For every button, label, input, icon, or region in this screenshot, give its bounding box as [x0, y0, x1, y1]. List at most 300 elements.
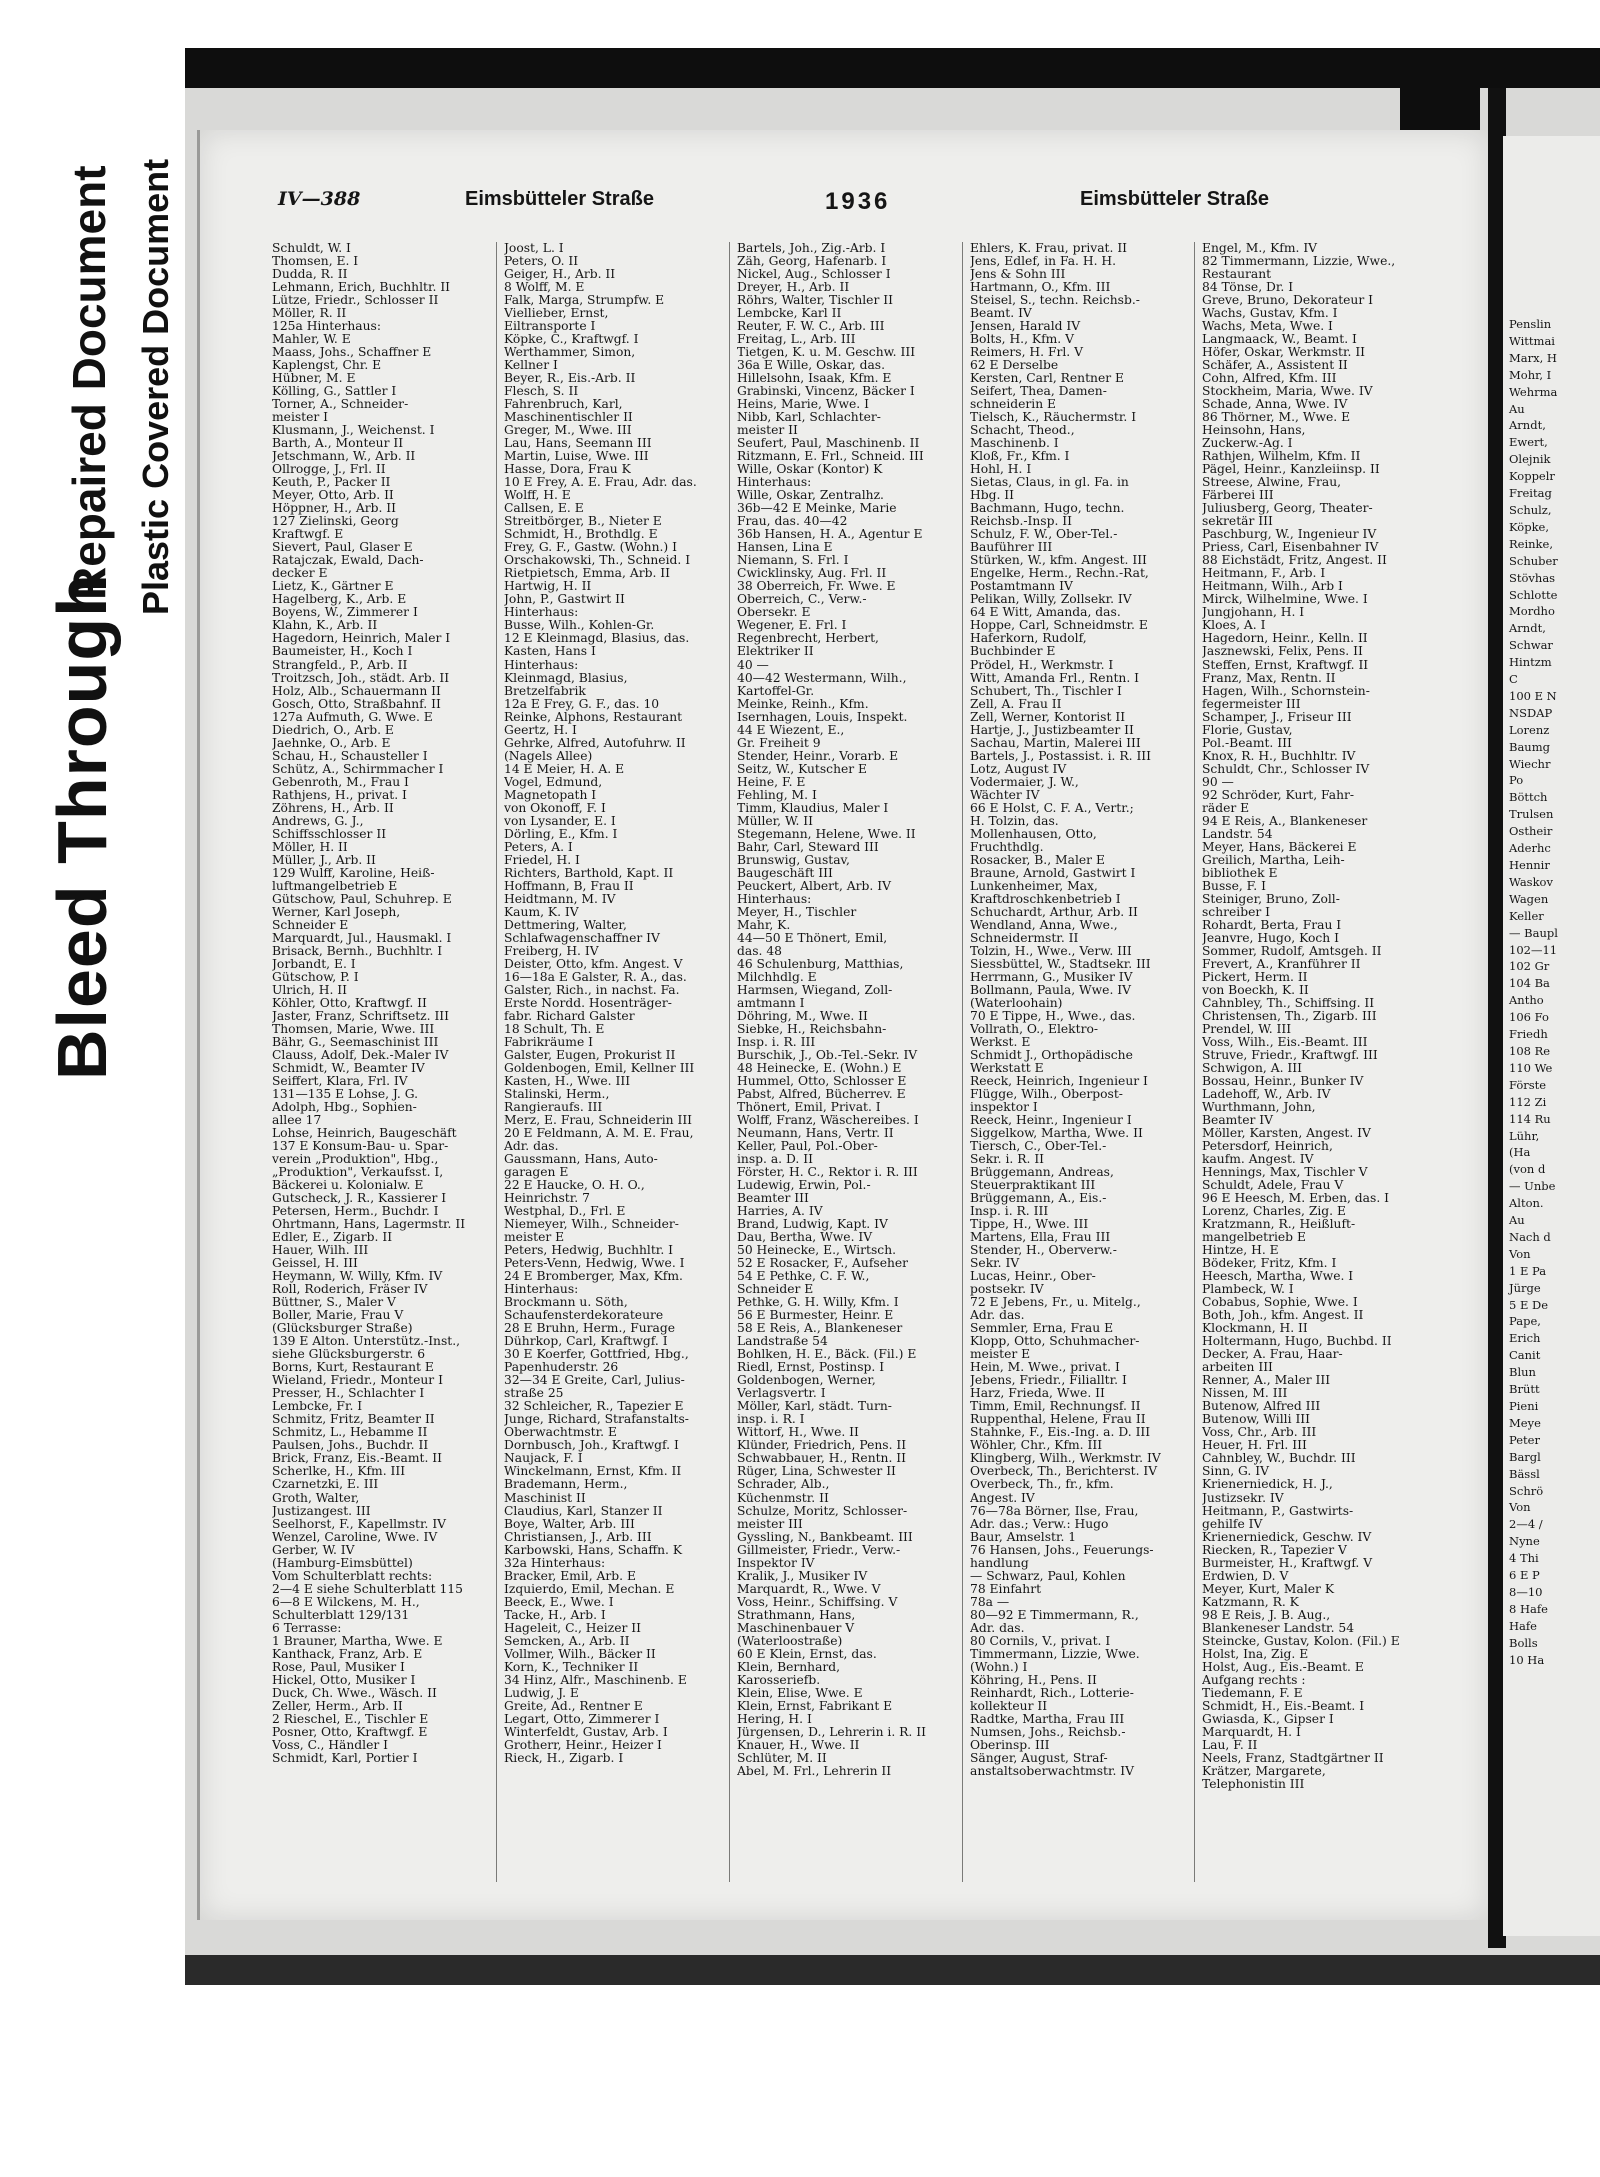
directory-entry: Schuchardt, Arthur, Arb. II	[970, 905, 1138, 919]
directory-entry: Clauss, Adolf, Dek.-Maler IV	[272, 1048, 449, 1062]
directory-entry: Hübner, M. E	[272, 372, 356, 386]
directory-entry: Jetschmann, W., Arb. II	[272, 450, 416, 464]
directory-entry: Wille, Oskar (Kontor) K	[737, 463, 883, 477]
directory-entry: Vollrath, O., Elektro-	[970, 1022, 1099, 1036]
directory-entry: Priess, Carl, Eisenbahner IV	[1202, 541, 1379, 555]
directory-entry: Klahn, K., Arb. II	[272, 619, 378, 633]
directory-entry: Viellieber, Ernst,	[504, 307, 609, 321]
directory-entry: Stegemann, Helene, Wwe. II	[737, 827, 916, 841]
directory-entry: Roll, Roderich, Fräser IV	[272, 1283, 428, 1297]
directory-entry: Schmitz, L., Hebamme II	[272, 1426, 428, 1440]
directory-entry: Tiersch, C., Ober-Tel.-	[970, 1140, 1107, 1154]
directory-entry: 70 E Tippe, H., Wwe., das.	[970, 1009, 1136, 1023]
directory-entry: Torner, A., Schneider-	[272, 398, 409, 412]
directory-entry: Pol.-Beamt. III	[1202, 736, 1292, 750]
edge-fragment: 4 Thi	[1509, 1551, 1539, 1566]
directory-entry: Höppner, H., Arb. II	[272, 502, 397, 516]
edge-fragment: 1 E Pa	[1509, 1263, 1547, 1278]
directory-entry: Sekr. i. R. II	[970, 1153, 1045, 1167]
directory-entry: Telephonistin III	[1202, 1777, 1305, 1791]
edge-fragment: Böttch	[1509, 790, 1548, 805]
directory-entry: Pelikan, Willy, Zollsekr. IV	[970, 593, 1132, 607]
edge-fragment: Erich	[1509, 1331, 1541, 1346]
directory-entry: 76 Hansen, Johs., Feuerungs-	[970, 1543, 1154, 1557]
directory-entry: Kratzmann, R., Heißluft-	[1202, 1218, 1356, 1232]
directory-entry: Hummel, Otto, Schlosser E	[737, 1075, 907, 1088]
directory-entry: Hagedorn, Heinrich, Maler I	[272, 632, 451, 646]
directory-entry: Lotz, August IV	[970, 762, 1067, 776]
directory-entry: Hoffmann, B, Frau II	[504, 879, 634, 893]
directory-entry: Kartoffel-Gr.	[737, 684, 815, 698]
directory-entry: Karbowski, Hans, Schaffn. K	[504, 1543, 683, 1557]
directory-entry: (Waterloostraße)	[737, 1634, 843, 1648]
next-page-edge-text	[1503, 316, 1600, 1669]
directory-entry: Stürken, W., kfm. Angest. III	[970, 554, 1147, 568]
directory-entry: Legart, Otto, Zimmerer I	[504, 1712, 660, 1726]
directory-entry: Goldenbogen, Emil, Kellner III	[504, 1061, 695, 1075]
edge-fragment: 8 Hafe	[1509, 1601, 1548, 1616]
directory-entry: Izquierdo, Emil, Mechan. E	[504, 1582, 675, 1596]
directory-entry: Obersekr. E	[737, 606, 811, 620]
directory-entry: Zäh, Georg, Hafenarb. I	[737, 255, 887, 269]
page-number: IV—388	[278, 188, 361, 210]
directory-entry: Jaster, Franz, Schriftsetz. III	[272, 1009, 450, 1023]
directory-entry: Hartwig, H. II	[504, 580, 592, 594]
edge-fragment: Au	[1509, 401, 1525, 416]
directory-entry: Hohl, H. I	[970, 463, 1032, 477]
directory-entry: Borns, Kurt, Restaurant E	[272, 1361, 434, 1375]
directory-entry: Peters-Venn, Hedwig, Wwe. I	[504, 1257, 685, 1271]
directory-entry: Krienerniedick, H. J.,	[1202, 1478, 1333, 1492]
directory-entry: Klein, Ernst, Fabrikant E	[737, 1699, 893, 1713]
directory-entry: Goldenbogen, Werner,	[737, 1374, 876, 1388]
directory-entry: Müller, W. II	[737, 814, 814, 828]
edge-fragment: Pieni	[1509, 1399, 1539, 1413]
directory-entry: Martin, Luise, Wwe. III	[504, 450, 649, 464]
directory-entry: Hinterhaus:	[504, 606, 579, 620]
edge-fragment: 114 Ru	[1509, 1111, 1551, 1126]
directory-entry: Barth, A., Monteur II	[272, 437, 404, 451]
directory-entry: Holtermann, Hugo, Buchbd. II	[1202, 1335, 1392, 1349]
directory-entry: Klusmann, J., Weichenst. I	[272, 424, 435, 438]
directory-entry: 84 Tönse, Dr. I	[1202, 281, 1294, 295]
directory-entry: Schmidt J., Orthopädische	[970, 1048, 1133, 1062]
directory-entry: 80—92 E Timmermann, R.,	[970, 1608, 1139, 1622]
directory-entry: 78a —	[970, 1595, 1010, 1609]
directory-entry: Insp. i. R. III	[737, 1035, 816, 1049]
directory-entry: Ratajczak, Ewald, Dach-	[272, 554, 424, 568]
directory-entry: räder E	[1202, 801, 1250, 815]
directory-entry: Holst, Aug., Eis.-Beamt. E	[1202, 1660, 1364, 1674]
directory-entry: Jungjohann, H. I	[1202, 606, 1305, 620]
directory-entry: Vom Schulterblatt rechts:	[272, 1569, 433, 1583]
directory-entry: 1 Brauner, Martha, Wwe. E	[272, 1634, 443, 1648]
directory-entry: Schulterblatt 129/131	[272, 1608, 410, 1622]
directory-entry: Wittorf, H., Wwe. II	[737, 1426, 859, 1440]
directory-entry: 6—8 E Wilckens, M. H.,	[272, 1595, 420, 1609]
directory-entry: Freiberg, H. IV	[504, 944, 599, 958]
directory-entry: Bracker, Emil, Arb. E	[504, 1569, 636, 1583]
directory-entry: Küchenmstr. II	[737, 1491, 829, 1505]
directory-entry: 137 E Konsum-Bau- u. Spar-	[272, 1140, 449, 1154]
edge-fragment: Keller	[1509, 908, 1544, 923]
page-header	[200, 188, 1488, 216]
directory-entry: Mollenhausen, Otto,	[970, 827, 1097, 841]
edge-fragment: 2—4 /	[1509, 1517, 1543, 1532]
directory-entry: das. 48	[737, 944, 782, 958]
directory-entry: Rosacker, B., Maler E	[970, 853, 1105, 867]
directory-entry: Paulsen, Johs., Buchdr. II	[272, 1439, 429, 1453]
directory-entry: 44—50 E Thönert, Emil,	[737, 931, 888, 945]
directory-entry: Kloes, A. I	[1202, 619, 1266, 633]
directory-entry: Schwabbauer, H., Rentn. II	[737, 1452, 907, 1466]
directory-entry: Ludwig, J. E	[504, 1686, 579, 1700]
column-divider	[496, 242, 497, 1882]
directory-entry: Möller, H. II	[272, 840, 348, 854]
directory-entry: Harmsen, Wiegand, Zoll-	[737, 983, 893, 997]
edge-fragment: 10 Ha	[1509, 1652, 1545, 1667]
directory-entry: Schneider E	[272, 918, 349, 932]
directory-entry: Hennings, Max, Tischler V	[1202, 1166, 1368, 1180]
directory-entry: 32—34 E Greite, Carl, Julius-	[504, 1374, 685, 1388]
edge-fragment: 108 Re	[1509, 1043, 1551, 1058]
directory-entry: Baur, Amselstr. 1	[970, 1530, 1077, 1544]
directory-entry: Brüggemann, A., Eis.-	[970, 1192, 1107, 1206]
edge-fragment: Waskov	[1509, 874, 1553, 889]
directory-entry: Stalinski, Herm.,	[504, 1088, 610, 1102]
directory-entry: 12a E Frey, G. F., das. 10	[504, 697, 660, 711]
edge-fragment: Alton.	[1509, 1196, 1544, 1211]
directory-column-2	[504, 242, 722, 1882]
edge-fragment: Förste	[1509, 1077, 1547, 1092]
directory-entry: Oberreich, C., Verw.-	[737, 593, 867, 607]
directory-entry: Juliusberg, Georg, Theater-	[1202, 502, 1373, 516]
directory-entry: Flesch, S. II	[504, 385, 579, 399]
directory-entry: Claudius, Karl, Stanzer II	[504, 1504, 663, 1518]
directory-entry: Hering, H. I	[737, 1712, 812, 1726]
edge-fragment: Bässl	[1509, 1466, 1540, 1481]
directory-entry: 2—4 E siehe Schulterblatt 115	[272, 1582, 463, 1596]
edge-fragment: Friedh	[1509, 1027, 1548, 1042]
directory-entry: Milchhdlg. E	[737, 970, 817, 984]
directory-entry: Magnetopath I	[504, 788, 597, 802]
edge-fragment: — Unbe	[1509, 1179, 1556, 1194]
directory-entry: Tietgen, K. u. M. Geschw. III	[737, 346, 916, 360]
directory-entry: Klingberg, Wilh., Werkmstr. IV	[970, 1452, 1161, 1466]
directory-entry: Jensen, Harald IV	[970, 320, 1081, 334]
directory-entry: 46 Schulenburg, Matthias,	[737, 957, 904, 971]
directory-entry: Bähr, G., Seemaschinist III	[272, 1035, 439, 1049]
directory-entry: Maschinist II	[504, 1491, 586, 1505]
directory-column-5	[1202, 242, 1420, 1882]
directory-entry: Krienerniedick, Geschw. IV	[1202, 1530, 1372, 1544]
directory-entry: 2 Rieschel, E., Tischler E	[272, 1712, 429, 1726]
edge-fragment: Nyne	[1509, 1534, 1540, 1549]
directory-entry: Wachs, Meta, Wwe. I	[1202, 320, 1333, 334]
directory-entry: Ladehoff, W., Arb. IV	[1202, 1088, 1331, 1102]
directory-entry: Reinhardt, Rich., Lotterie-	[970, 1686, 1134, 1700]
directory-entry: Landstr. 54	[1202, 827, 1273, 841]
directory-entry: Gütschow, Paul, Schuhrep. E	[272, 892, 452, 906]
directory-entry: Timm, Klaudius, Maler I	[737, 801, 889, 815]
directory-entry: Höfer, Oskar, Werkmstr. II	[1202, 346, 1366, 360]
directory-entry: Wolff, H. E	[504, 489, 571, 503]
directory-entry: Wieland, Friedr., Monteur I	[272, 1374, 443, 1388]
directory-entry: Gutscheck, J. R., Kassierer I	[272, 1192, 447, 1206]
directory-entry: 98 E Reis, J. B. Aug.,	[1202, 1608, 1331, 1622]
directory-entry: Reinke, Alphons, Restaurant	[504, 710, 683, 724]
directory-entry: Köpke, C., Kraftwgf. I	[504, 333, 639, 347]
directory-entry: Schau, H., Schausteller I	[272, 749, 428, 763]
year-heading: 1936	[825, 188, 891, 215]
directory-entry: Hagen, Wilh., Schornstein-	[1202, 684, 1370, 698]
directory-entry: Regenbrecht, Herbert,	[737, 632, 879, 646]
edge-fragment: Koppelr	[1509, 469, 1555, 484]
edge-fragment: Schulz,	[1509, 502, 1552, 517]
directory-entry: Semmler, Erna, Frau E	[970, 1322, 1114, 1336]
directory-entry: 40 —	[737, 658, 769, 672]
edge-fragment: Ostheir	[1509, 824, 1553, 839]
edge-fragment: Hafe	[1509, 1618, 1537, 1633]
directory-entry: Schaufensterdekorateure	[504, 1309, 664, 1323]
directory-entry: Lucas, Heinr., Ober-	[970, 1270, 1096, 1284]
directory-entry: Nickel, Aug., Schlosser I	[737, 268, 891, 282]
directory-entry: Sänger, August, Straf-	[970, 1751, 1108, 1765]
directory-entry: 125a Hinterhaus:	[272, 320, 382, 334]
directory-entry: Rathjen, Wilhelm, Kfm. II	[1202, 450, 1361, 464]
directory-entry: (Glücksburger Straße)	[272, 1322, 413, 1336]
directory-entry: Kölling, G., Sattler I	[272, 385, 397, 399]
directory-entry: Tiedemann, F. E	[1202, 1686, 1303, 1700]
directory-entry: Heymann, W. Willy, Kfm. IV	[272, 1270, 443, 1284]
directory-entry: Boye, Walter, Arb. III	[504, 1517, 635, 1531]
directory-entry: Siessbüttel, W., Stadtsekr. III	[970, 957, 1151, 971]
next-page-edge	[1503, 136, 1600, 1936]
directory-entry: Meyer, H., Tischler	[737, 905, 857, 919]
directory-entry: Franz, Max, Rentn. II	[1202, 671, 1336, 685]
directory-entry: Schneider E	[737, 1283, 814, 1297]
scanned-page-area	[185, 48, 1600, 1983]
edge-fragment: — Baupl	[1509, 925, 1558, 940]
directory-entry: Döhring, M., Wwe. II	[737, 1009, 868, 1023]
directory-entry: 8 Wolff, M. E	[504, 281, 585, 295]
scan-bottom-shadow	[185, 1955, 1600, 1985]
directory-entry: 129 Wulff, Karoline, Heiß-	[272, 866, 435, 880]
directory-entry: Schrader, Alb.,	[737, 1478, 830, 1492]
edge-fragment: (von d	[1509, 1162, 1546, 1177]
directory-entry: Boller, Marie, Frau V	[272, 1309, 404, 1323]
directory-entry: Groth, Walter,	[272, 1491, 360, 1505]
directory-entry: Wachs, Gustav, Kfm. I	[1202, 307, 1338, 321]
edge-fragment: Olejnik	[1509, 452, 1551, 467]
directory-entry: Stockheim, Maria, Wwe. IV	[1202, 385, 1373, 399]
directory-entry: Hansen, Lina E	[737, 541, 833, 555]
directory-entry: Duck, Ch. Wwe., Wäsch. II	[272, 1686, 437, 1700]
side-labels	[0, 60, 185, 1080]
directory-entry: Neumann, Hans, Vertr. II	[737, 1127, 894, 1141]
directory-entry: Greger, M., Wwe. III	[504, 424, 632, 438]
directory-entry: meister III	[737, 1517, 803, 1531]
edge-fragment: Hennir	[1509, 858, 1550, 872]
directory-entry: Schütz, A., Schirmmacher I	[272, 762, 444, 776]
directory-entry: Burmeister, H., Kraftwgf. V	[1202, 1556, 1373, 1570]
directory-entry: Heinrichstr. 7	[504, 1192, 590, 1206]
directory-entry: Schmidt, H., Eis.-Beamt. I	[1202, 1699, 1365, 1713]
directory-entry: Bollmann, Paula, Wwe. IV	[970, 983, 1132, 997]
directory-entry: 32a Hinterhaus:	[504, 1556, 606, 1570]
directory-entry: 10 E Frey, A. E. Frau, Adr. das.	[504, 476, 697, 490]
directory-entry: Blankeneser Landstr. 54	[1202, 1621, 1355, 1635]
directory-entry: Cahnbley, Th., Schiffsing. II	[1202, 996, 1375, 1010]
directory-entry: 36b Hansen, H. A., Agentur E	[737, 528, 923, 542]
directory-entry: Jasznewski, Felix, Pens. II	[1202, 645, 1363, 659]
directory-entry: Kasten, H., Wwe. III	[504, 1075, 631, 1088]
edge-fragment: 5 E De	[1509, 1297, 1549, 1312]
directory-entry: Adolph, Hbg., Sophien-	[272, 1101, 417, 1115]
directory-entry: Witt, Amanda Frl., Rentn. I	[970, 671, 1140, 685]
directory-entry: 44 E Wiezent, E.,	[737, 723, 845, 737]
directory-entry: Grabinski, Vincenz, Bäcker I	[737, 385, 915, 399]
directory-entry: 12 E Kleinmagd, Blasius, das.	[504, 632, 690, 646]
directory-entry: 94 E Reis, A., Blankeneser	[1202, 814, 1368, 828]
directory-entry: Frey, G. F., Gastw. (Wohn.) I	[504, 541, 677, 555]
directory-entry: Tolzin, H., Wwe., Verw. III	[970, 944, 1132, 958]
directory-entry: Rangieraufs. III	[504, 1101, 603, 1115]
directory-column-3	[737, 242, 955, 1882]
directory-entry: Scherlke, H., Kfm. III	[272, 1465, 406, 1479]
directory-entry: Paschburg, W., Ingenieur IV	[1202, 528, 1377, 542]
directory-entry: anstaltsoberwachtmstr. IV	[970, 1764, 1135, 1778]
directory-entry: Posner, Otto, Kraftwgf. E	[272, 1725, 428, 1739]
directory-entry: Pabst, Alfred, Bücherrev. E	[737, 1088, 906, 1102]
directory-entry: Korn, K., Techniker II	[504, 1660, 639, 1674]
directory-entry: Kaum, K. IV	[504, 905, 579, 919]
edge-fragment: (Ha	[1509, 1145, 1531, 1160]
directory-entry: „Produktion", Verkaufsst. I,	[272, 1166, 444, 1180]
directory-entry: Meyer, Hans, Bäckerei E	[1202, 840, 1357, 854]
directory-entry: Holst, Ina, Zig. E	[1202, 1647, 1309, 1661]
directory-entry: 60 E Klein, Ernst, das.	[737, 1647, 877, 1661]
directory-entry: 82 Timmermann, Lizzie, Wwe.,	[1202, 255, 1396, 269]
directory-entry: Bödeker, Fritz, Kfm. I	[1202, 1257, 1337, 1271]
directory-entry: Justizangest. III	[272, 1504, 371, 1518]
directory-entry: Inspektor IV	[737, 1556, 815, 1570]
directory-entry: Kanthack, Franz, Arb. E	[272, 1647, 423, 1661]
directory-entry: Hagelberg, K., Arb. E	[272, 593, 407, 607]
edge-fragment: Wagen	[1509, 891, 1549, 906]
directory-entry: meister I	[272, 411, 329, 425]
edge-fragment: Lorenz	[1509, 722, 1550, 737]
directory-entry: Möller, Karl, städt. Turn-	[737, 1400, 892, 1414]
directory-entry: Dudda, R. II	[272, 268, 348, 282]
directory-entry: 127 Zielinski, Georg	[272, 515, 399, 529]
directory-entry: Adr. das.	[970, 1621, 1025, 1635]
directory-entry: 90 —	[1202, 775, 1234, 789]
directory-entry: 24 E Bromberger, Max, Kfm.	[504, 1270, 683, 1284]
edge-fragment: 102 Gr	[1509, 959, 1550, 974]
directory-entry: Elektriker II	[737, 645, 814, 659]
directory-entry: 18 Schult, Th. E	[504, 1022, 605, 1036]
directory-entry: Schiffsschlosser II	[272, 827, 387, 841]
directory-entry: Mirck, Wilhelmine, Wwe. I	[1202, 593, 1368, 607]
edge-fragment: Po	[1509, 773, 1524, 788]
directory-entry: Brand, Ludwig, Kapt. IV	[737, 1218, 888, 1232]
directory-entry: 139 E Alton. Unterstütz.-Inst.,	[272, 1335, 461, 1349]
directory-entry: Schlafwagenschaffner IV	[504, 931, 660, 945]
directory-entry: Streese, Alwine, Frau,	[1202, 476, 1342, 490]
directory-entry: Gwiasda, K., Gipser I	[1202, 1712, 1334, 1726]
directory-entry: Landstraße 54	[737, 1335, 828, 1349]
edge-fragment: Mordho	[1509, 604, 1555, 619]
directory-entry: Kloß, Fr., Kfm. I	[970, 450, 1070, 464]
directory-entry: siehe Glücksburgerstr. 6	[272, 1348, 426, 1362]
directory-entry: 32 Schleicher, R., Tapezier E	[504, 1400, 684, 1414]
directory-entry: Plambeck, W. I	[1202, 1283, 1294, 1297]
edge-fragment: Brütt	[1509, 1382, 1540, 1397]
directory-entry: Brisack, Bernh., Buchhltr. I	[272, 944, 443, 958]
directory-entry: Isernhagen, Louis, Inspekt.	[737, 710, 908, 724]
directory-entry: Busse, F. I	[1202, 879, 1266, 893]
directory-entry: inspektor I	[970, 1101, 1038, 1115]
directory-entry: Diedrich, O., Arb. E	[272, 723, 394, 737]
edge-fragment: Von	[1509, 1246, 1531, 1261]
directory-entry: Frevert, A., Kranführer II	[1202, 957, 1361, 971]
directory-entry: Kellner I	[504, 359, 558, 373]
directory-entry: Ollrogge, J., Frl. II	[272, 463, 386, 477]
directory-entry: Jorbandt, E. I	[272, 957, 356, 971]
directory-entry: Schmitz, Fritz, Beamter II	[272, 1413, 435, 1427]
column-divider	[962, 242, 963, 1882]
edge-fragment: 100 E N	[1509, 688, 1557, 703]
edge-fragment: Stövhas	[1509, 570, 1556, 585]
directory-entry: Rose, Paul, Musiker I	[272, 1660, 405, 1674]
edge-fragment: Blun	[1509, 1365, 1536, 1380]
directory-entry: Stender, Heinr., Vorarb. E	[737, 749, 899, 763]
directory-entry: Lunkenheimer, Max,	[970, 879, 1098, 893]
directory-entry: 66 E Holst, C. F. A., Vertr.;	[970, 801, 1134, 815]
directory-entry: Marquardt, R., Wwe. V	[737, 1582, 881, 1596]
directory-entry: Schlüter, M. II	[737, 1751, 827, 1765]
directory-entry: von Lysander, E. I	[504, 814, 616, 828]
directory-entry: 22 E Haucke, O. H. O.,	[504, 1179, 645, 1193]
directory-entry: Angest. IV	[970, 1491, 1035, 1505]
edge-fragment: Au	[1509, 1213, 1525, 1228]
directory-entry: Dornbusch, Joh., Kraftwgf. I	[504, 1439, 679, 1453]
column-divider	[1194, 242, 1195, 1882]
plastic-covered-document-label: Plastic Covered Document	[135, 158, 176, 615]
directory-entry: meister E	[504, 1231, 565, 1245]
edge-fragment: Antho	[1509, 993, 1544, 1008]
directory-entry: Kraftdroschkenbetrieb I	[970, 892, 1121, 906]
directory-entry: Langmaack, W., Beamt. I	[1202, 333, 1357, 347]
directory-entry: Köhler, Otto, Kraftwgf. II	[272, 996, 427, 1010]
directory-entry: meister II	[737, 424, 798, 438]
directory-entry: Steuerpraktikant III	[970, 1179, 1096, 1193]
edge-fragment: Schwar	[1509, 638, 1553, 653]
directory-entry: Meyer, Kurt, Maler K	[1202, 1582, 1335, 1596]
directory-entry: insp. i. R. I	[737, 1413, 805, 1427]
directory-entry: Baumeister, H., Koch I	[272, 645, 413, 659]
directory-entry: Fahrenbruch, Karl,	[504, 398, 623, 412]
directory-entry: Köhring, H., Pens. II	[970, 1673, 1097, 1687]
directory-entry: Röhrs, Walter, Tischler II	[737, 294, 893, 308]
directory-entry: Hauer, Wilh. III	[272, 1244, 369, 1258]
directory-entry: Winterfeldt, Gustav, Arb. I	[504, 1725, 668, 1739]
directory-entry: Marquardt, H. I	[1202, 1725, 1301, 1739]
edge-fragment: 104 Ba	[1509, 976, 1550, 991]
directory-entry: 76—78a Börner, Ilse, Frau,	[970, 1504, 1139, 1518]
directory-entry: (Nagels Allee)	[504, 749, 593, 763]
